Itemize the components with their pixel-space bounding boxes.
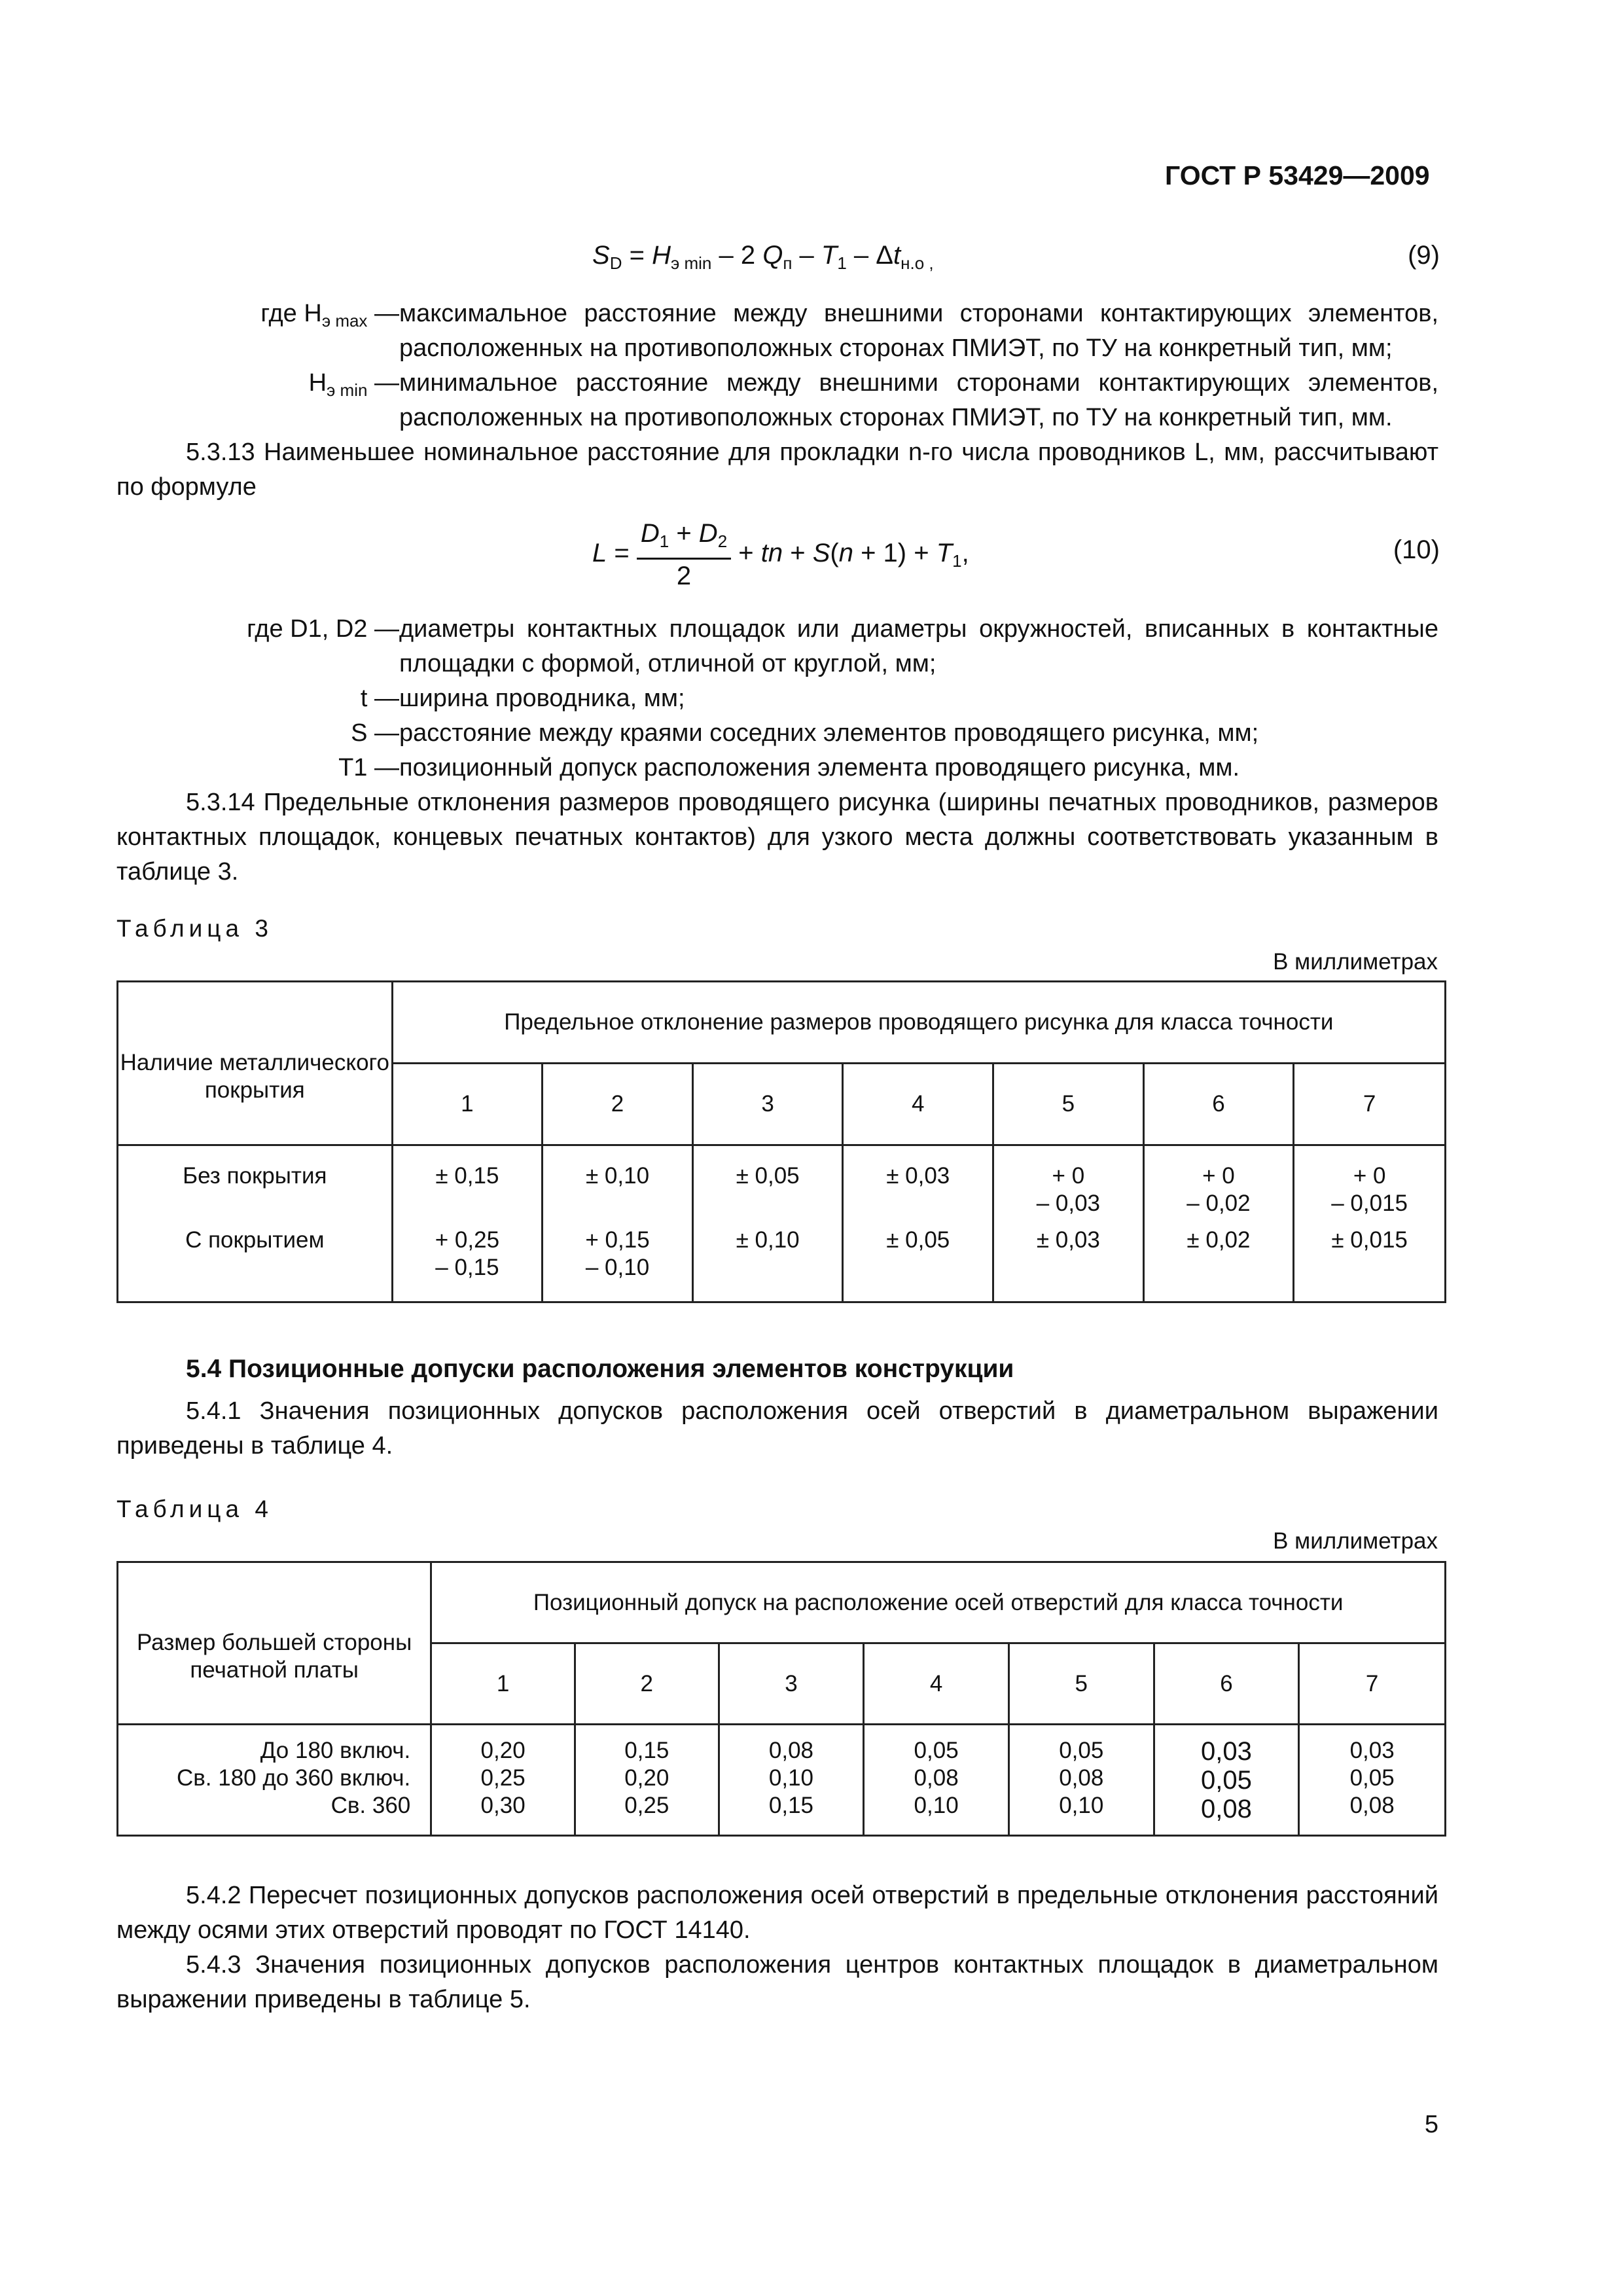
table-cell: ± 0,05 <box>843 1225 993 1302</box>
table-4-caption: Таблица 4 <box>116 1496 273 1522</box>
definition-t1 <box>116 751 1438 785</box>
definition-term: где D1, D2 — <box>247 615 399 643</box>
definition-d1-d2 <box>116 612 1438 681</box>
table-cell: ± 0,03 <box>993 1225 1144 1302</box>
table-cell: 0,03 0,05 0,08 <box>1299 1725 1446 1836</box>
table-3-class-header: 4 <box>843 1064 993 1145</box>
table-3-class-header: 2 <box>543 1064 693 1145</box>
table-4-class-header: 5 <box>1008 1643 1154 1725</box>
definition-term: T1 — <box>338 754 399 781</box>
paragraph-5-3-13: 5.3.13 Наименьшее номинальное расстояние для прокладки n-го числа проводников L, мм, рассчитывают по формуле <box>116 439 1438 501</box>
table-4-row-labels: До 180 включ. Св. 180 до 360 включ. Св. 360 <box>118 1725 431 1836</box>
table-cell: + 0 – 0,015 <box>1294 1145 1446 1225</box>
paragraph-5-4-3: 5.4.3 Значения позиционных допусков расположения центров контактных площадок в диаметральном выражении приведены в таблице 5. <box>116 1951 1438 2013</box>
definition-text: диаметры контактных площадок или диаметры окружностей, вписанных в контактные площадки с формой, отличной от круглой, мм; <box>399 615 1438 677</box>
definition-term-dash: — <box>367 300 399 327</box>
table-3-group-header: Предельное отклонение размеров проводящего рисунка для класса точности <box>392 982 1445 1064</box>
formula-10-number: (10) <box>1393 535 1440 564</box>
table-cell: + 0 – 0,03 <box>993 1145 1144 1225</box>
definition-text: ширина проводника, мм; <box>399 685 685 712</box>
formula-9-number: (9) <box>1408 241 1440 270</box>
table-3-caption: Таблица 3 <box>116 915 273 942</box>
definition-term: H <box>308 369 327 397</box>
table-3-class-header: 3 <box>692 1064 843 1145</box>
definition-text: минимальное расстояние между внешними сторонами контактирующих элементов, расположенных на противоположных сторонах ПМИЭТ, по ТУ на конкретный тип, мм. <box>399 369 1438 431</box>
paragraph-5-4-1: 5.4.1 Значения позиционных допусков расположения осей отверстий в диаметральном выражении приведены в таблице 4. <box>116 1397 1438 1460</box>
table-3-class-header: 6 <box>1143 1064 1294 1145</box>
table-3-row-label: Без покрытия <box>118 1145 393 1225</box>
table-4-group-header: Позиционный допуск на расположение осей отверстий для класса точности <box>431 1562 1446 1643</box>
definition-s <box>116 716 1438 751</box>
table-cell: + 0,15 – 0,10 <box>543 1225 693 1302</box>
definition-term: S — <box>351 719 399 747</box>
table-cell: ± 0,10 <box>543 1145 693 1225</box>
formula-10: L = $\frac{D_1 + D_2}{2}$ + tn + $S(n + 1) + T_1$, <box>592 517 969 592</box>
table-cell: ± 0,15 <box>392 1145 543 1225</box>
section-title-5-4: 5.4 Позиционные допуски расположения элементов конструкции <box>186 1355 1014 1383</box>
paragraph-5-4-2: 5.4.2 Пересчет позиционных допусков расположения осей отверстий в предельные отклонения расстояний между осями этих отверстий проводят по ГОСТ 14140. <box>116 1882 1438 1944</box>
table-3-row-header: Наличие металлического покрытия <box>118 982 393 1145</box>
definition-term: t — <box>360 685 399 712</box>
definition-text: максимальное расстояние между внешними сторонами контактирующих элементов, расположенных на противоположных сторонах ПМИЭТ, по ТУ на конкретный тип, мм; <box>399 300 1438 362</box>
table-cell: ± 0,015 <box>1294 1225 1446 1302</box>
formula-9: $S_D = H_{э min} - 2$ $Q_п - T_1 - \Delta t_{н.о ,}$ <box>592 241 934 273</box>
table-row <box>118 1145 1446 1225</box>
table-4-row-header: Размер большей стороны печатной платы <box>118 1562 431 1725</box>
table-cell: 0,05 0,08 0,10 <box>1008 1725 1154 1836</box>
definition-text: позиционный допуск расположения элемента проводящего рисунка, мм. <box>399 754 1240 781</box>
table-cell: + 0 – 0,02 <box>1143 1145 1294 1225</box>
definition-term-subscript: э max <box>321 311 368 331</box>
definition-text: расстояние между краями соседних элементов проводящего рисунка, мм; <box>399 719 1259 747</box>
table-cell: 0,20 0,25 0,30 <box>431 1725 575 1836</box>
definition-t <box>116 681 1438 716</box>
definition-h-max <box>116 296 1438 366</box>
table-cell: ± 0,02 <box>1143 1225 1294 1302</box>
table-cell: ± 0,10 <box>692 1225 843 1302</box>
definition-h-min <box>116 366 1438 435</box>
table-3-row-label: С покрытием <box>118 1225 393 1302</box>
definition-term-subscript: э min <box>327 380 368 400</box>
table-4-class-header: 2 <box>575 1643 719 1725</box>
table-cell: + 0,25 – 0,15 <box>392 1225 543 1302</box>
table-cell: ± 0,03 <box>843 1145 993 1225</box>
table-row <box>118 1225 1446 1302</box>
table-4-class-header: 1 <box>431 1643 575 1725</box>
table-4-class-header: 6 <box>1154 1643 1299 1725</box>
table-cell: 0,03 0,05 0,08 <box>1154 1725 1299 1836</box>
table-row <box>118 1725 1446 1836</box>
table-4-class-header: 7 <box>1299 1643 1446 1725</box>
paragraph-5-3-14: 5.3.14 Предельные отклонения размеров проводящего рисунка (ширины печатных проводников, размеров контактных площадок, концевых печатных контактов) для узкого места должны соответствовать указанным в таблице 3. <box>116 789 1438 886</box>
definition-term: где H <box>260 300 322 327</box>
table-cell: 0,15 0,20 0,25 <box>575 1725 719 1836</box>
table-4-units: В миллиметрах <box>1273 1528 1438 1554</box>
definition-term-dash: — <box>367 369 399 397</box>
page-number: 5 <box>1424 2111 1438 2138</box>
table-3-class-header: 7 <box>1294 1064 1446 1145</box>
document-header: ГОСТ Р 53429—2009 <box>1165 160 1430 190</box>
table-3-class-header: 1 <box>392 1064 543 1145</box>
table-4-class-header: 3 <box>719 1643 864 1725</box>
table-3 <box>116 980 1446 1303</box>
table-cell: ± 0,05 <box>692 1145 843 1225</box>
table-cell: 0,05 0,08 0,10 <box>864 1725 1009 1836</box>
table-4-class-header: 4 <box>864 1643 1009 1725</box>
table-cell: 0,08 0,10 0,15 <box>719 1725 864 1836</box>
table-3-class-header: 5 <box>993 1064 1144 1145</box>
table-4 <box>116 1561 1446 1837</box>
table-3-units: В миллиметрах <box>1273 949 1438 975</box>
